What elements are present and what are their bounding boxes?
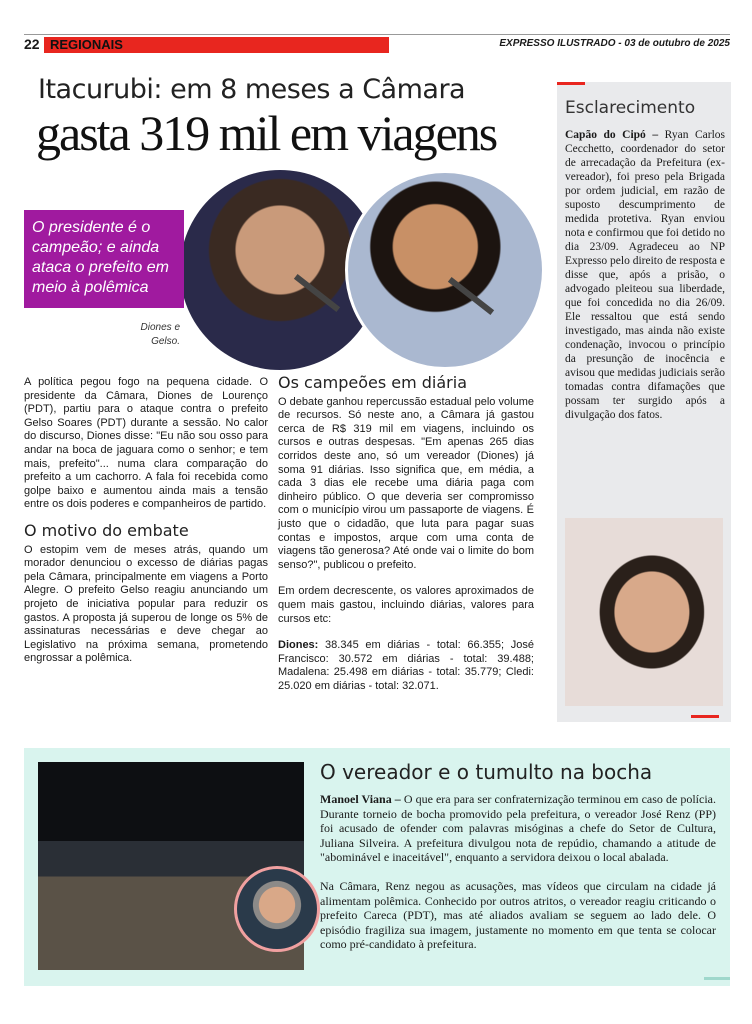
subhead-motivo: O motivo do embate [24, 520, 189, 540]
ranking-text: 38.345 em diárias - total: 66.355; José Francisco: 30.572 em diárias - total: 39.488; Madalena: 25.498 em diárias - total: 35.779; Cledi: 25.020 em diárias - total: 32.071. [278, 639, 534, 692]
gelso-photo [345, 170, 545, 370]
sidebar-accent-rule [557, 82, 585, 85]
photo-caption: Diones e Gelso. [140, 322, 180, 347]
microphone-icon [294, 274, 340, 312]
bocha-p1: O que era para ser confraternização terminou em caso de polícia. Durante torneio de bocha promovido pela prefeitura, o vereador José Renz (PP) foi acusado de ofender com palavras misóginas a chefe do Setor de Cultura, Juliana Silveira. A prefeitura divulgou nota de repúdio, chamando a atitude de "abominável e inaceitável", enquanto a servidora deixou o local abalada. [320, 792, 716, 865]
microphone-icon [448, 277, 494, 315]
ryan-photo [565, 518, 723, 706]
article-ranking [278, 639, 534, 693]
sidebar-text: Ryan Carlos Cecchetto, coordenador do setor de arrecadação da Prefeitura (ex-vereador), foi preso pela Brigada por ordem judicial, em razão de suposto descumprimento de medida protetiva. Ryan enviou nota e confirmou que foi detido no dia 23/09. Agradeceu ao NP Expresso pelo direito de resposta e disse que, após a prisão, o advogado pleiteou sua liberdade, que foi concedida no dia 26/09. Ele ressaltou que está sendo investigado, mas ainda não existe condenação, invocou o princípio da presunção de inocência e avisou que medidas judiciais serão tomadas contra difamações que possam ter surgido após a divulgação dos fatos. [565, 129, 725, 421]
sidebar-lead: Capão do Cipó – [565, 129, 659, 141]
page-header [24, 34, 730, 54]
bocha-paragraph-1 [320, 792, 716, 865]
sidebar-body [565, 128, 725, 422]
article-intro: A política pegou fogo na pequena cidade. O presidente da Câmara, Diones de Lourenço (PDT), partiu para o ataque contra o prefeito Gelso Soares (PDT) durante a sessão. No calor do discurso, Diones disse: "Eu não sou osso para andar na boca de jaguara como o senhor; e tem mais, prefeito"... numa clara comparação do prefeito a um cachorro. A fala foi recebida como golpe baixo e aumentou ainda mais a tensão entre os dois poderes e companheiros de partido. [24, 376, 268, 511]
article-column-1 [24, 376, 268, 666]
bocha-event-photo [38, 762, 304, 970]
article-motivo: O estopim vem de meses atrás, quando um morador denunciou o excesso de diárias pagas pela Câmara, principalmente em viagens a Porto Alegre. O prefeito Gelso reagiu anunciando um projeto de iniciativa popular para reduzir os gastos. A proposta já superou de longe os 5% de assinaturas necessárias e deve chegar ao Legislativo na próxima semana, prometendo engrossar a polêmica. [24, 543, 268, 665]
bocha-story-title: O vereador e o tumulto na bocha [320, 760, 653, 784]
bocha-lead: Manoel Viana – [320, 792, 401, 806]
pull-quote: O presidente é o campeão; e ainda ataca o prefeito em meio à polêmica [24, 210, 184, 308]
page-number: 22 [24, 36, 40, 52]
sidebar-esclarecimento [557, 82, 731, 722]
bocha-story-body [320, 792, 716, 966]
section-label: REGIONAIS [44, 37, 389, 53]
article-headline: gasta 319 mil em viagens [36, 105, 497, 161]
bocha-story-box [24, 748, 730, 986]
bottom-accent-rule [704, 977, 730, 980]
renz-inset-photo [234, 866, 320, 952]
ranking-lead: Diones: [278, 639, 319, 652]
article-ordem: Em ordem decrescente, os valores aproximados de quem mais gastou, incluindo diárias, valores para cursos etc: [278, 585, 534, 625]
article-kicker: Itacurubi: em 8 meses a Câmara [38, 74, 466, 105]
bocha-paragraph-2: Na Câmara, Renz negou as acusações, mas vídeos que circulam na cidade já alimentam polêmica. Conhecido por outros atritos, o vereador reagiu criticando o prefeito Careca (PDT), mas até aliados avaliam se seguem ao lado dele. O episódio fragiliza sua imagem, justamente no momento em que tenta se colocar como pré-candidato à prefeitura. [320, 878, 716, 952]
sidebar-title: Esclarecimento [565, 98, 696, 118]
subhead-campeoes: Os campeões em diária [278, 373, 468, 392]
politicians-photo [180, 160, 550, 375]
article-campeoes: O debate ganhou repercussão estadual pelo volume de recursos. Só neste ano, a Câmara já gastou cerca de R$ 319 mil em viagens, incluindo os cursos e outras despesas. "Em apenas 265 dias corridos deste ano, só um vereador (Diones) já soma 91 diárias. Isso significa que, em média, a cada 3 dias ele recebe uma diária paga com dinheiro público. O que deveria ser compromisso com o município virou um passaporte de viagens. É justo que o cidadão, que luta para pagar suas contas e impostos, arque com uma conta de viagens tão generosa? Até onde vai o limite do bom senso?", publicou o prefeito. [278, 395, 534, 571]
article-column-2 [278, 373, 534, 706]
edition-line: EXPRESSO ILUSTRADO - 03 de outubro de 2025 [499, 38, 730, 49]
sidebar-accent-rule [691, 715, 719, 718]
